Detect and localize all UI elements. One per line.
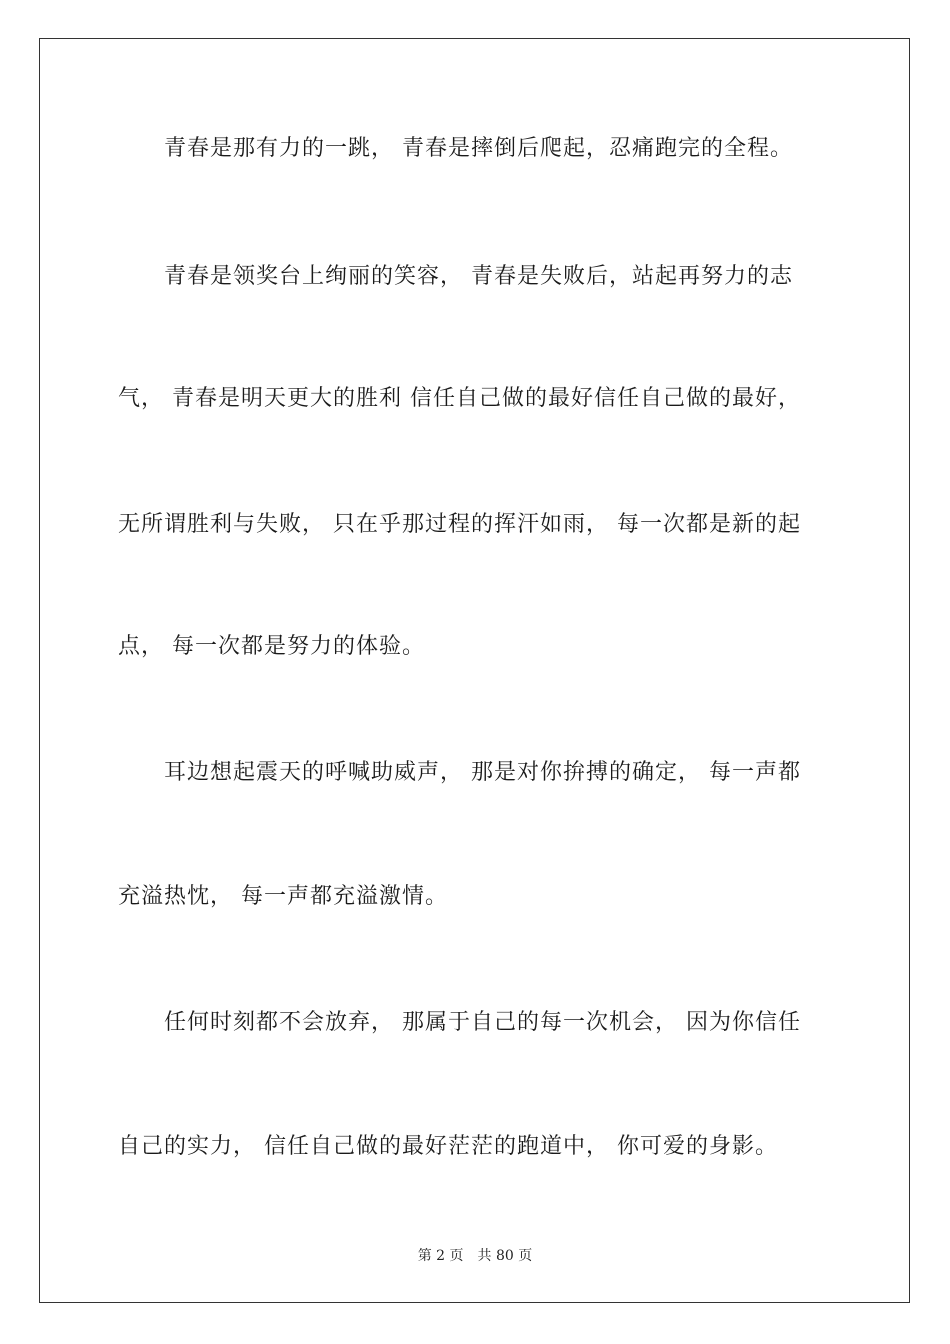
text-line-5: 点， 每一次都是努力的体验。 (118, 634, 425, 659)
text-line-6: 耳边想起震天的呼喊助威声， 那是对你拚搏的确定， 每一声都 (164, 760, 801, 785)
text-line-2: 青春是领奖台上绚丽的笑容， 青春是失败后，站起再努力的志 (164, 264, 793, 289)
text-line-1: 青春是那有力的一跳， 青春是摔倒后爬起，忍痛跑完的全程。 (164, 136, 793, 161)
page-footer (0, 1246, 950, 1266)
page-number: 第 2 页 (417, 1248, 464, 1264)
text-line-4: 无所谓胜利与失败， 只在乎那过程的挥汗如雨， 每一次都是新的起 (118, 512, 801, 537)
text-line-8: 任何时刻都不会放弃， 那属于自己的每一次机会， 因为你信任 (164, 1010, 801, 1035)
text-line-9: 自己的实力， 信任自己做的最好茫茫的跑道中， 你可爱的身影。 (118, 1134, 778, 1159)
total-pages: 共 80 页 (477, 1248, 533, 1264)
text-line-7: 充溢热忱， 每一声都充溢激情。 (118, 884, 448, 909)
text-line-3: 气， 青春是明天更大的胜利 信任自己做的最好信任自己做的最好， (118, 386, 801, 411)
page-border (39, 38, 910, 1303)
